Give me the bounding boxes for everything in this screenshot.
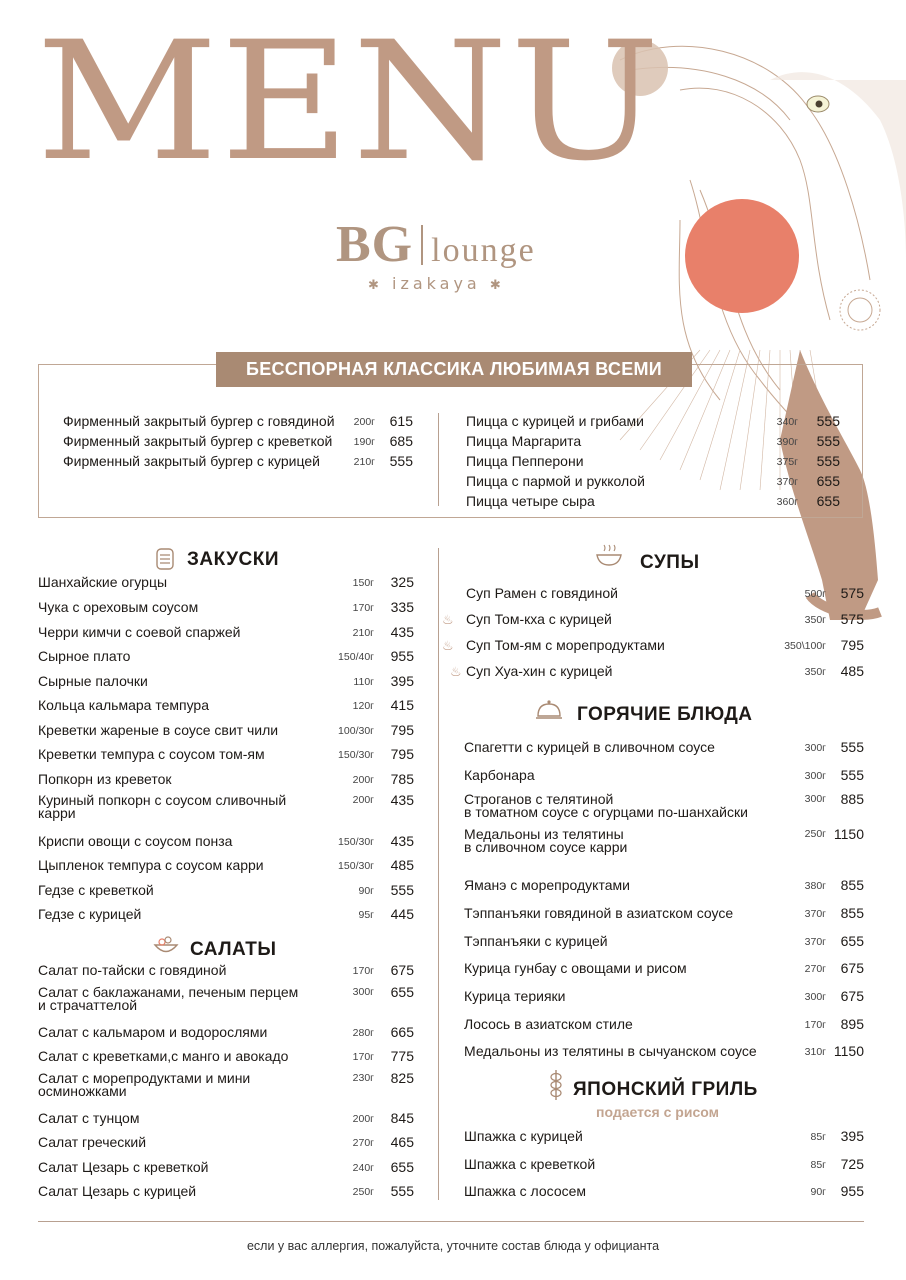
item-weight: 380г bbox=[804, 880, 826, 892]
menu-item bbox=[63, 411, 413, 431]
item-name: Строганов с телятиной bbox=[464, 791, 614, 807]
item-weight: 170г bbox=[352, 965, 374, 977]
item-name: Тэппанъяки говядиной в азиатском соусе bbox=[464, 905, 734, 921]
menu-item bbox=[38, 597, 414, 617]
item-weight: 170г bbox=[352, 602, 374, 614]
item-weight: 360г bbox=[776, 496, 798, 508]
menu-heading: MENU bbox=[36, 6, 662, 197]
menu-item bbox=[38, 960, 414, 980]
menu-item bbox=[63, 451, 413, 471]
item-price: 395 bbox=[840, 1128, 864, 1144]
item-name: Суп Том-кха с курицей bbox=[466, 611, 612, 627]
item-weight: 375г bbox=[776, 456, 798, 468]
item-price: 485 bbox=[390, 857, 414, 873]
item-weight: 85г bbox=[810, 1131, 826, 1143]
menu-item bbox=[38, 720, 414, 740]
item-price: 395 bbox=[390, 673, 414, 689]
item-name: Салат с креветками,с манго и авокадо bbox=[38, 1048, 289, 1064]
item-name: Чука с ореховым соусом bbox=[38, 599, 199, 615]
item-name: Салат Цезарь с курицей bbox=[38, 1183, 197, 1199]
item-price: 955 bbox=[390, 648, 414, 664]
menu-item bbox=[38, 880, 414, 900]
item-price: 435 bbox=[390, 792, 414, 808]
item-name: Шпажка с лососем bbox=[464, 1183, 587, 1199]
item-name: Курица гунбау с овощами и рисом bbox=[464, 960, 687, 976]
item-weight: 240г bbox=[352, 1162, 374, 1174]
item-weight: 150/30г bbox=[338, 860, 374, 872]
item-price: 445 bbox=[390, 906, 414, 922]
item-name: Салат греческий bbox=[38, 1134, 147, 1150]
item-price: 555 bbox=[390, 1183, 414, 1199]
item-weight: 210г bbox=[353, 456, 375, 468]
item-weight: 170г bbox=[804, 1019, 826, 1031]
item-weight: 250г bbox=[804, 828, 826, 840]
chili-icon: ♨ bbox=[442, 638, 454, 653]
item-name: Салат с кальмаром и водорослями bbox=[38, 1024, 268, 1040]
menu-item bbox=[464, 1126, 864, 1146]
item-name-line2: осминожками bbox=[38, 1083, 127, 1099]
menu-item bbox=[466, 411, 840, 431]
item-name: Креветки жареные в соусе свит чили bbox=[38, 722, 279, 738]
item-name: Шпажка с курицей bbox=[464, 1128, 583, 1144]
item-price: 885 bbox=[840, 791, 864, 807]
item-price: 655 bbox=[390, 984, 414, 1000]
item-price: 575 bbox=[840, 585, 864, 601]
item-weight: 370г bbox=[804, 936, 826, 948]
item-name: Салат с морепродуктами и мини bbox=[38, 1070, 251, 1086]
menu-item bbox=[464, 875, 864, 895]
item-weight: 210г bbox=[352, 627, 374, 639]
item-price: 485 bbox=[840, 663, 864, 679]
item-weight: 350г bbox=[804, 614, 826, 626]
item-name: Шанхайские огурцы bbox=[38, 574, 168, 590]
menu-item bbox=[38, 855, 414, 875]
item-weight: 370г bbox=[776, 476, 798, 488]
menu-item bbox=[464, 1041, 864, 1061]
menu-item bbox=[466, 431, 840, 451]
item-price: 795 bbox=[840, 637, 864, 653]
menu-item bbox=[464, 1154, 864, 1174]
item-name-line2: в сливочном соусе карри bbox=[464, 839, 628, 855]
item-name: Гедзе с курицей bbox=[38, 906, 142, 922]
brand-logo bbox=[336, 215, 536, 274]
item-name: Курица терияки bbox=[464, 988, 566, 1004]
item-name: Попкорн из креветок bbox=[38, 771, 172, 787]
soups-title: СУПЫ bbox=[640, 552, 700, 573]
item-weight: 200г bbox=[352, 794, 374, 806]
item-name-line2: и страчаттелой bbox=[38, 997, 138, 1013]
menu-item bbox=[464, 903, 864, 923]
item-name: Суп Хуа-хин с курицей bbox=[466, 663, 613, 679]
item-name: Шпажка с креветкой bbox=[464, 1156, 596, 1172]
item-weight: 150/30г bbox=[338, 749, 374, 761]
item-name: Медальоны из телятины в сычуанском соусе bbox=[464, 1043, 757, 1059]
menu-item bbox=[466, 661, 864, 681]
skewer-icon bbox=[547, 1068, 565, 1102]
item-weight: 270г bbox=[352, 1137, 374, 1149]
item-price: 575 bbox=[840, 611, 864, 627]
item-name: Суп Рамен с говядиной bbox=[466, 585, 618, 601]
item-name: Яманэ с морепродуктами bbox=[464, 877, 630, 893]
item-name: Салат по-тайски с говядиной bbox=[38, 962, 227, 978]
item-name: Фирменный закрытый бургер с курицей bbox=[63, 453, 320, 469]
menu-item bbox=[38, 1046, 414, 1066]
brand-subtitle-text: izakaya bbox=[392, 274, 481, 293]
item-price: 555 bbox=[816, 453, 840, 469]
menu-item bbox=[38, 744, 414, 764]
item-price: 685 bbox=[389, 433, 413, 449]
menu-item bbox=[464, 1014, 864, 1034]
item-name: Тэппанъяки с курицей bbox=[464, 933, 608, 949]
item-price: 1150 bbox=[833, 826, 864, 842]
item-weight: 85г bbox=[810, 1159, 826, 1171]
item-price: 1150 bbox=[833, 1043, 864, 1059]
item-weight: 110г bbox=[353, 676, 374, 688]
item-price: 655 bbox=[816, 493, 840, 509]
item-weight: 500г bbox=[804, 588, 826, 600]
soup-bowl-icon bbox=[594, 543, 624, 567]
item-weight: 340г bbox=[776, 416, 798, 428]
snacks-title: ЗАКУСКИ bbox=[187, 549, 279, 570]
item-price: 785 bbox=[390, 771, 414, 787]
item-name: Лосось в азиатском стиле bbox=[464, 1016, 633, 1032]
item-weight: 200г bbox=[352, 774, 374, 786]
item-price: 955 bbox=[840, 1183, 864, 1199]
allergy-note: если у вас аллергия, пожалуйста, уточните состав блюда у официанта bbox=[246, 1239, 660, 1253]
item-name: Суп Том-ям с морепродуктами bbox=[466, 637, 665, 653]
brand-lounge: lounge bbox=[431, 232, 536, 269]
menu-item bbox=[38, 622, 414, 642]
item-weight: 95г bbox=[358, 909, 374, 921]
item-price: 655 bbox=[390, 1159, 414, 1175]
item-price: 675 bbox=[840, 988, 864, 1004]
item-name: Салат с баклажанами, печеным перцем bbox=[38, 984, 299, 1000]
item-price: 775 bbox=[390, 1048, 414, 1064]
menu-item bbox=[38, 572, 414, 592]
item-name-line2: в томатном соусе с огурцами по-шанхайски bbox=[464, 804, 748, 820]
star-icon: ✱ bbox=[368, 278, 383, 293]
item-price: 795 bbox=[390, 746, 414, 762]
item-price: 555 bbox=[816, 413, 840, 429]
menu-item bbox=[38, 1022, 414, 1042]
item-price: 845 bbox=[390, 1110, 414, 1126]
menu-item bbox=[38, 1072, 414, 1100]
item-weight: 300г bbox=[352, 986, 374, 998]
item-name: Пицца Пепперони bbox=[466, 453, 584, 469]
snacks-icon bbox=[152, 546, 178, 572]
item-price: 675 bbox=[840, 960, 864, 976]
menu-item bbox=[466, 635, 864, 655]
item-weight: 370г bbox=[804, 908, 826, 920]
item-name: Карбонара bbox=[464, 767, 535, 783]
item-weight: 150/40г bbox=[338, 651, 374, 663]
menu-item bbox=[466, 491, 840, 511]
item-name: Криспи овощи с соусом понза bbox=[38, 833, 233, 849]
menu-item bbox=[38, 695, 414, 715]
menu-item bbox=[38, 794, 414, 822]
item-name: Пицца с курицей и грибами bbox=[466, 413, 644, 429]
menu-item bbox=[63, 431, 413, 451]
footer-divider bbox=[38, 1221, 864, 1222]
menu-item bbox=[464, 1181, 864, 1201]
item-name: Салат Цезарь с креветкой bbox=[38, 1159, 209, 1175]
item-weight: 90г bbox=[358, 885, 374, 897]
item-price: 725 bbox=[840, 1156, 864, 1172]
menu-item bbox=[464, 828, 864, 856]
menu-item bbox=[464, 986, 864, 1006]
item-price: 795 bbox=[390, 722, 414, 738]
item-price: 415 bbox=[390, 697, 414, 713]
item-name: Фирменный закрытый бургер с говядиной bbox=[63, 413, 335, 429]
item-weight: 100/30г bbox=[338, 725, 374, 737]
item-price: 655 bbox=[840, 933, 864, 949]
column-divider bbox=[438, 548, 439, 1200]
item-weight: 270г bbox=[804, 963, 826, 975]
salads-title: САЛАТЫ bbox=[190, 939, 277, 960]
item-weight: 350г bbox=[804, 666, 826, 678]
menu-item bbox=[38, 769, 414, 789]
item-weight: 170г bbox=[352, 1051, 374, 1063]
item-weight: 280г bbox=[352, 1027, 374, 1039]
item-name: Спагетти с курицей в сливочном соусе bbox=[464, 739, 715, 755]
chili-icon: ♨ bbox=[442, 612, 454, 627]
item-weight: 150/30г bbox=[338, 836, 374, 848]
classic-section-title: БЕССПОРНАЯ КЛАССИКА ЛЮБИМАЯ ВСЕМИ bbox=[216, 352, 692, 387]
item-name: Гедзе с креветкой bbox=[38, 882, 154, 898]
menu-item bbox=[38, 646, 414, 666]
item-name: Куриный попкорн с соусом сливочный bbox=[38, 792, 287, 808]
item-weight: 300г bbox=[804, 770, 826, 782]
item-weight: 120г bbox=[352, 700, 374, 712]
menu-item bbox=[466, 471, 840, 491]
item-weight: 90г bbox=[810, 1186, 826, 1198]
menu-item bbox=[466, 583, 864, 603]
item-price: 675 bbox=[390, 962, 414, 978]
menu-item bbox=[464, 793, 864, 821]
item-price: 555 bbox=[390, 882, 414, 898]
item-price: 435 bbox=[390, 833, 414, 849]
brand-subtitle bbox=[368, 274, 505, 293]
cloche-icon bbox=[534, 698, 564, 724]
item-weight: 190г bbox=[353, 436, 375, 448]
item-weight: 300г bbox=[804, 742, 826, 754]
item-weight: 200г bbox=[353, 416, 375, 428]
item-price: 555 bbox=[816, 433, 840, 449]
item-price: 555 bbox=[389, 453, 413, 469]
item-price: 325 bbox=[390, 574, 414, 590]
item-price: 855 bbox=[840, 877, 864, 893]
item-name: Сырное плато bbox=[38, 648, 131, 664]
item-name-line2: карри bbox=[38, 805, 76, 821]
item-name: Сырные палочки bbox=[38, 673, 148, 689]
menu-item bbox=[464, 958, 864, 978]
star-icon: ✱ bbox=[489, 278, 505, 293]
item-name: Пицца с пармой и рукколой bbox=[466, 473, 645, 489]
item-weight: 230г bbox=[352, 1072, 374, 1084]
item-price: 555 bbox=[840, 767, 864, 783]
menu-item bbox=[466, 609, 864, 629]
menu-item bbox=[464, 765, 864, 785]
item-name: Салат с тунцом bbox=[38, 1110, 140, 1126]
menu-item bbox=[38, 1157, 414, 1177]
item-weight: 250г bbox=[352, 1186, 374, 1198]
item-price: 655 bbox=[816, 473, 840, 489]
chili-icon: ♨ bbox=[450, 664, 462, 679]
menu-item bbox=[464, 931, 864, 951]
menu-item bbox=[38, 671, 414, 691]
item-weight: 300г bbox=[804, 991, 826, 1003]
item-weight: 390г bbox=[776, 436, 798, 448]
item-price: 335 bbox=[390, 599, 414, 615]
item-weight: 310г bbox=[804, 1046, 826, 1058]
item-price: 465 bbox=[390, 1134, 414, 1150]
menu-item bbox=[38, 1108, 414, 1128]
item-name: Кольца кальмара темпура bbox=[38, 697, 210, 713]
item-name: Фирменный закрытый бургер с креветкой bbox=[63, 433, 333, 449]
salad-bowl-icon bbox=[152, 932, 180, 958]
menu-item bbox=[466, 451, 840, 471]
item-price: 895 bbox=[840, 1016, 864, 1032]
classic-divider bbox=[438, 413, 439, 506]
menu-item bbox=[38, 831, 414, 851]
item-name: Черри кимчи с соевой спаржей bbox=[38, 624, 241, 640]
hot-dishes-title: ГОРЯЧИЕ БЛЮДА bbox=[577, 704, 753, 725]
item-name: Креветки темпура с соусом том-ям bbox=[38, 746, 265, 762]
item-price: 665 bbox=[390, 1024, 414, 1040]
item-price: 435 bbox=[390, 624, 414, 640]
item-name: Цыпленок темпура с соусом карри bbox=[38, 857, 264, 873]
item-name: Пицца четыре сыра bbox=[466, 493, 595, 509]
item-name: Пицца Маргарита bbox=[466, 433, 582, 449]
item-weight: 300г bbox=[804, 793, 826, 805]
grill-subtitle: подается с рисом bbox=[596, 1104, 719, 1120]
menu-item bbox=[38, 986, 414, 1014]
item-price: 615 bbox=[389, 413, 413, 429]
brand-bg: BG bbox=[336, 216, 414, 273]
item-weight: 350\100г bbox=[784, 640, 826, 652]
grill-title: ЯПОНСКИЙ ГРИЛЬ bbox=[573, 1079, 758, 1100]
brand-separator bbox=[421, 225, 423, 265]
item-price: 825 bbox=[390, 1070, 414, 1086]
menu-item bbox=[38, 1132, 414, 1152]
item-weight: 200г bbox=[352, 1113, 374, 1125]
item-weight: 150г bbox=[352, 577, 374, 589]
menu-item bbox=[464, 737, 864, 757]
menu-item bbox=[38, 1181, 414, 1201]
item-price: 855 bbox=[840, 905, 864, 921]
menu-item bbox=[38, 904, 414, 924]
item-price: 555 bbox=[840, 739, 864, 755]
item-name: Медальоны из телятины bbox=[464, 826, 624, 842]
